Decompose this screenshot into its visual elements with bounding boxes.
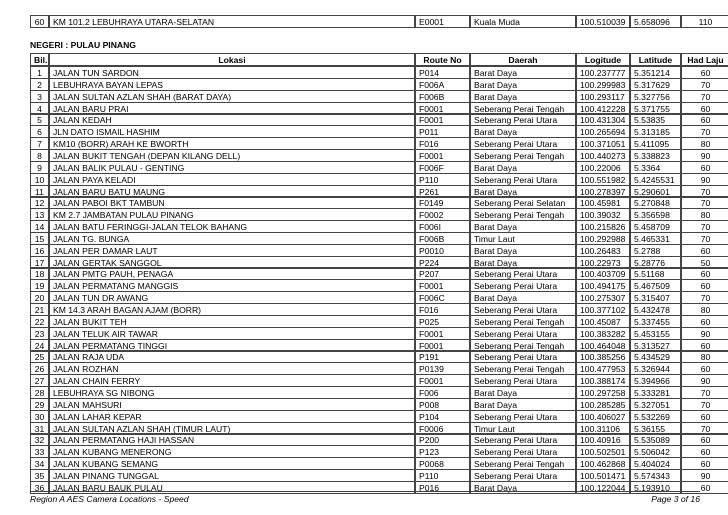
cell-district: Seberang Perai Utara (470, 113, 576, 126)
cell-latitude: 5.326944 (630, 362, 681, 375)
cell-location: JALAN RAJA UDA (49, 350, 415, 363)
cell-route: F006B (415, 232, 470, 245)
cell-no: 17 (30, 256, 49, 269)
cell-district: Seberang Perai Tengah (470, 339, 576, 352)
cell-location: JALAN KEDAH (49, 113, 415, 126)
cell-route: F0001 (415, 374, 470, 387)
cell-longitude: 100.278397 (576, 185, 630, 198)
cell-route: P0010 (415, 244, 470, 257)
cell-route: P207 (415, 267, 470, 280)
cell-speed: 70 (681, 196, 728, 209)
cell-longitude: 100.122044 (576, 481, 630, 494)
cell-latitude: 5.658096 (630, 15, 681, 28)
cell-latitude: 5.453155 (630, 327, 681, 340)
cell-latitude: 5.434529 (630, 350, 681, 363)
cell-location: JALAN TUN DR AWANG (49, 291, 415, 304)
cell-location: JALAN PMTG PAUH, PENAGA (49, 267, 415, 280)
header-district: Daerah (470, 53, 576, 66)
cell-district: Barat Daya (470, 185, 576, 198)
cell-latitude: 5.458709 (630, 220, 681, 233)
cell-latitude: 5.411095 (630, 137, 681, 150)
cell-no: 11 (30, 185, 49, 198)
cell-location: JALAN BATU FERINGGI-JALAN TELOK BAHANG (49, 220, 415, 233)
cell-speed: 60 (681, 244, 728, 257)
cell-location: JALAN BARU PRAI (49, 102, 415, 115)
cell-route: F006B (415, 90, 470, 103)
cell-longitude: 100.431304 (576, 113, 630, 126)
cell-longitude: 100.26483 (576, 244, 630, 257)
cell-longitude: 100.510039 (576, 15, 630, 28)
cell-district: Seberang Perai Selatan (470, 196, 576, 209)
cell-route: P025 (415, 315, 470, 328)
cell-route: F0149 (415, 196, 470, 209)
cell-speed: 60 (681, 410, 728, 423)
cell-location: JALAN PABOI BKT TAMBUN (49, 196, 415, 209)
cell-no: 7 (30, 137, 49, 150)
cell-latitude: 5.394966 (630, 374, 681, 387)
cell-location: JALAN PAYA KELADI (49, 173, 415, 186)
cell-district: Seberang Perai Utara (470, 433, 576, 446)
cell-district: Seberang Perai Utara (470, 350, 576, 363)
cell-speed: 60 (681, 315, 728, 328)
cell-location: JALAN KUBANG SEMANG (49, 457, 415, 470)
cell-longitude: 100.440273 (576, 149, 630, 162)
cell-no: 20 (30, 291, 49, 304)
cell-speed: 50 (681, 256, 728, 269)
cell-latitude: 5.574343 (630, 469, 681, 482)
cell-location: JALAN TG. BUNGA (49, 232, 415, 245)
cell-district: Timur Laut (470, 422, 576, 435)
cell-no: 2 (30, 78, 49, 91)
cell-location: JALAN SULTAN AZLAN SHAH (BARAT DAYA) (49, 90, 415, 103)
cell-route: F0001 (415, 339, 470, 352)
cell-latitude: 5.270848 (630, 196, 681, 209)
cell-location: JALAN PINANG TUNGGAL (49, 469, 415, 482)
cell-speed: 90 (681, 469, 728, 482)
cell-no: 30 (30, 410, 49, 423)
cell-no: 32 (30, 433, 49, 446)
cell-district: Seberang Perai Utara (470, 137, 576, 150)
cell-location: JALAN TELUK AIR TAWAR (49, 327, 415, 340)
cell-longitude: 100.464048 (576, 339, 630, 352)
cell-district: Barat Daya (470, 256, 576, 269)
cell-longitude: 100.494175 (576, 279, 630, 292)
header-no: Bil. (30, 53, 49, 66)
cell-route: F0001 (415, 102, 470, 115)
cell-district: Seberang Perai Tengah (470, 315, 576, 328)
cell-route: F0001 (415, 327, 470, 340)
cell-location: JALAN TUN SARDON (49, 66, 415, 79)
cell-location: JALAN BARU BAUK PULAU (49, 481, 415, 494)
cell-speed: 60 (681, 481, 728, 494)
cell-location: JALAN GERTAK SANGGOL (49, 256, 415, 269)
cell-no: 60 (30, 15, 49, 28)
cell-speed: 70 (681, 185, 728, 198)
cell-longitude: 100.299983 (576, 78, 630, 91)
cell-no: 13 (30, 208, 49, 221)
cell-district: Seberang Perai Tengah (470, 208, 576, 221)
cell-route: F0001 (415, 113, 470, 126)
footer-divider (30, 491, 700, 492)
cell-location: JALAN CHAIN FERRY (49, 374, 415, 387)
header-latitude: Latitude (630, 53, 681, 66)
cell-route: F0006 (415, 422, 470, 435)
cell-speed: 90 (681, 173, 728, 186)
state-heading: NEGERI : PULAU PINANG (30, 40, 136, 50)
cell-district: Seberang Perai Utara (470, 173, 576, 186)
cell-route: F006 (415, 386, 470, 399)
cell-longitude: 100.22973 (576, 256, 630, 269)
page-number: Page 3 of 16 (651, 494, 700, 504)
cell-no: 6 (30, 125, 49, 138)
cell-route: P016 (415, 481, 470, 494)
cell-speed: 70 (681, 90, 728, 103)
cell-route: F006I (415, 220, 470, 233)
cell-district: Seberang Perai Utara (470, 469, 576, 482)
cell-longitude: 100.501471 (576, 469, 630, 482)
cell-no: 27 (30, 374, 49, 387)
cell-no: 24 (30, 339, 49, 352)
cell-speed: 70 (681, 78, 728, 91)
cell-district: Barat Daya (470, 78, 576, 91)
cell-longitude: 100.215826 (576, 220, 630, 233)
cell-longitude: 100.377102 (576, 303, 630, 316)
cell-speed: 110 (681, 15, 728, 28)
cell-speed: 70 (681, 220, 728, 233)
cell-no: 18 (30, 267, 49, 280)
cell-district: Barat Daya (470, 125, 576, 138)
cell-longitude: 100.502501 (576, 445, 630, 458)
cell-district: Seberang Perai Tengah (470, 362, 576, 375)
cell-speed: 70 (681, 386, 728, 399)
cell-route: P200 (415, 433, 470, 446)
cell-route: P261 (415, 185, 470, 198)
cell-latitude: 5.351214 (630, 66, 681, 79)
cell-no: 33 (30, 445, 49, 458)
cell-route: E0001 (415, 15, 470, 28)
cell-route: P104 (415, 410, 470, 423)
cell-location: JALAN ROZHAN (49, 362, 415, 375)
cell-district: Kuala Muda (470, 15, 576, 28)
cell-speed: 60 (681, 161, 728, 174)
cell-location: LEBUHRAYA BAYAN LEPAS (49, 78, 415, 91)
cell-district: Barat Daya (470, 291, 576, 304)
cell-district: Seberang Perai Tengah (470, 457, 576, 470)
cell-latitude: 5.337455 (630, 315, 681, 328)
cell-speed: 60 (681, 433, 728, 446)
cell-longitude: 100.297258 (576, 386, 630, 399)
cell-district: Barat Daya (470, 90, 576, 103)
cell-speed: 60 (681, 102, 728, 115)
cell-no: 25 (30, 350, 49, 363)
cell-latitude: 5.404024 (630, 457, 681, 470)
cell-district: Seberang Perai Utara (470, 303, 576, 316)
cell-latitude: 5.371755 (630, 102, 681, 115)
cell-latitude: 5.432478 (630, 303, 681, 316)
cell-latitude: 5.53835 (630, 113, 681, 126)
cell-longitude: 100.406027 (576, 410, 630, 423)
cell-speed: 60 (681, 457, 728, 470)
cell-location: KM 2.7 JAMBATAN PULAU PINANG (49, 208, 415, 221)
cell-latitude: 5.3364 (630, 161, 681, 174)
cell-district: Seberang Perai Tengah (470, 149, 576, 162)
cell-no: 8 (30, 149, 49, 162)
cell-location: JALAN PERMATANG MANGGIS (49, 279, 415, 292)
cell-longitude: 100.237777 (576, 66, 630, 79)
header-speed: Had Laju (681, 53, 728, 66)
cell-speed: 60 (681, 445, 728, 458)
cell-district: Seberang Perai Utara (470, 374, 576, 387)
cell-latitude: 5.333281 (630, 386, 681, 399)
cell-district: Barat Daya (470, 220, 576, 233)
cell-speed: 70 (681, 232, 728, 245)
cell-location: LEBUHRAYA SG NIBONG (49, 386, 415, 399)
cell-district: Seberang Perai Utara (470, 445, 576, 458)
cell-longitude: 100.388174 (576, 374, 630, 387)
cell-longitude: 100.275307 (576, 291, 630, 304)
cell-latitude: 5.4245531 (630, 173, 681, 186)
cell-location: JALAN BUKIT TENGAH (DEPAN KILANG DELL) (49, 149, 415, 162)
cell-latitude: 5.313527 (630, 339, 681, 352)
cell-district: Seberang Perai Tengah (470, 102, 576, 115)
cell-latitude: 5.506042 (630, 445, 681, 458)
cell-no: 12 (30, 196, 49, 209)
cell-no: 29 (30, 398, 49, 411)
cell-latitude: 5.51168 (630, 267, 681, 280)
cell-district: Barat Daya (470, 244, 576, 257)
cell-route: F016 (415, 137, 470, 150)
cell-route: F0001 (415, 149, 470, 162)
cell-longitude: 100.292988 (576, 232, 630, 245)
cell-speed: 80 (681, 303, 728, 316)
cell-longitude: 100.45087 (576, 315, 630, 328)
cell-district: Timur Laut (470, 232, 576, 245)
cell-speed: 90 (681, 149, 728, 162)
cell-route: P224 (415, 256, 470, 269)
cell-location: JALAN SULTAN AZLAN SHAH (TIMUR LAUT) (49, 422, 415, 435)
cell-no: 23 (30, 327, 49, 340)
cell-no: 19 (30, 279, 49, 292)
cell-speed: 80 (681, 208, 728, 221)
cell-route: P014 (415, 66, 470, 79)
cell-no: 15 (30, 232, 49, 245)
cell-district: Seberang Perai Utara (470, 327, 576, 340)
footer-title: Region A AES Camera Locations - Speed (30, 494, 189, 504)
cell-route: P123 (415, 445, 470, 458)
cell-latitude: 5.2788 (630, 244, 681, 257)
cell-longitude: 100.403709 (576, 267, 630, 280)
cell-speed: 60 (681, 279, 728, 292)
cell-location: KM10 (BORR) ARAH KE BWORTH (49, 137, 415, 150)
cell-no: 4 (30, 102, 49, 115)
cell-no: 21 (30, 303, 49, 316)
cell-latitude: 5.356598 (630, 208, 681, 221)
cell-latitude: 5.193910 (630, 481, 681, 494)
cell-longitude: 100.462868 (576, 457, 630, 470)
cell-no: 31 (30, 422, 49, 435)
cell-route: P110 (415, 469, 470, 482)
cell-route: F006C (415, 291, 470, 304)
cell-longitude: 100.285285 (576, 398, 630, 411)
cell-no: 26 (30, 362, 49, 375)
cell-speed: 60 (681, 267, 728, 280)
cell-no: 22 (30, 315, 49, 328)
cell-route: P110 (415, 173, 470, 186)
cell-no: 35 (30, 469, 49, 482)
cell-longitude: 100.477953 (576, 362, 630, 375)
cell-route: F006A (415, 78, 470, 91)
cell-district: Barat Daya (470, 386, 576, 399)
cell-speed: 60 (681, 339, 728, 352)
cell-longitude: 100.31106 (576, 422, 630, 435)
cell-location: JALAN BUKIT TEH (49, 315, 415, 328)
cell-latitude: 5.327756 (630, 90, 681, 103)
cell-location: KM 101.2 LEBUHRAYA UTARA-SELATAN (49, 15, 415, 28)
cell-route: P011 (415, 125, 470, 138)
cell-latitude: 5.338823 (630, 149, 681, 162)
cell-latitude: 5.535089 (630, 433, 681, 446)
cell-latitude: 5.327051 (630, 398, 681, 411)
cell-longitude: 100.22006 (576, 161, 630, 174)
cell-no: 9 (30, 161, 49, 174)
cell-latitude: 5.317629 (630, 78, 681, 91)
cell-speed: 60 (681, 66, 728, 79)
cell-route: P008 (415, 398, 470, 411)
cell-no: 5 (30, 113, 49, 126)
cell-latitude: 5.28776 (630, 256, 681, 269)
cell-route: P0068 (415, 457, 470, 470)
cell-location: JALAN MAHSURI (49, 398, 415, 411)
cell-speed: 90 (681, 374, 728, 387)
cell-speed: 60 (681, 113, 728, 126)
cell-speed: 70 (681, 422, 728, 435)
cell-longitude: 100.551982 (576, 173, 630, 186)
cell-no: 34 (30, 457, 49, 470)
cell-location: JALAN PER DAMAR LAUT (49, 244, 415, 257)
cell-longitude: 100.39032 (576, 208, 630, 221)
cell-speed: 70 (681, 125, 728, 138)
cell-location: JALAN BARU BATU MAUNG (49, 185, 415, 198)
cell-no: 3 (30, 90, 49, 103)
cell-latitude: 5.36155 (630, 422, 681, 435)
cell-district: Barat Daya (470, 161, 576, 174)
cell-latitude: 5.465331 (630, 232, 681, 245)
cell-speed: 90 (681, 327, 728, 340)
cell-speed: 80 (681, 137, 728, 150)
cell-location: JALAN PERMATANG TINGGI (49, 339, 415, 352)
cell-no: 36 (30, 481, 49, 494)
cell-speed: 70 (681, 398, 728, 411)
cell-longitude: 100.40916 (576, 433, 630, 446)
cell-longitude: 100.371051 (576, 137, 630, 150)
cell-location: JALAN BALIK PULAU - GENTING (49, 161, 415, 174)
cell-speed: 60 (681, 362, 728, 375)
cell-district: Seberang Perai Utara (470, 279, 576, 292)
cell-route: P0139 (415, 362, 470, 375)
cell-speed: 70 (681, 291, 728, 304)
cell-no: 10 (30, 173, 49, 186)
cell-location: JALAN KUBANG MENERONG (49, 445, 415, 458)
cell-latitude: 5.467509 (630, 279, 681, 292)
header-longitude: Logitude (576, 53, 630, 66)
cell-latitude: 5.532269 (630, 410, 681, 423)
table-header (30, 53, 724, 66)
cell-longitude: 100.412228 (576, 102, 630, 115)
cell-location: JLN DATO ISMAIL HASHIM (49, 125, 415, 138)
cell-district: Barat Daya (470, 66, 576, 79)
cell-speed: 80 (681, 350, 728, 363)
cell-route: F016 (415, 303, 470, 316)
cell-location: JALAN PERMATANG HAJI HASSAN (49, 433, 415, 446)
cell-no: 1 (30, 66, 49, 79)
cell-longitude: 100.265694 (576, 125, 630, 138)
cell-latitude: 5.290601 (630, 185, 681, 198)
cell-district: Barat Daya (470, 481, 576, 494)
cell-longitude: 100.385256 (576, 350, 630, 363)
cell-location: JALAN LAHAR KEPAR (49, 410, 415, 423)
cell-route: F006F (415, 161, 470, 174)
header-location: Lokasi (49, 53, 415, 66)
cell-location: KM 14.3 ARAH BAGAN AJAM (BORR) (49, 303, 415, 316)
header-route: Route No (415, 53, 470, 66)
cell-route: F0001 (415, 279, 470, 292)
cell-longitude: 100.293117 (576, 90, 630, 103)
cell-district: Barat Daya (470, 398, 576, 411)
cell-no: 16 (30, 244, 49, 257)
cell-district: Seberang Perai Utara (470, 410, 576, 423)
cell-no: 14 (30, 220, 49, 233)
cell-route: P191 (415, 350, 470, 363)
cell-longitude: 100.45981 (576, 196, 630, 209)
cell-district: Seberang Perai Utara (470, 267, 576, 280)
cell-route: F0002 (415, 208, 470, 221)
cell-latitude: 5.315407 (630, 291, 681, 304)
cell-latitude: 5.313185 (630, 125, 681, 138)
cell-no: 28 (30, 386, 49, 399)
cell-longitude: 100.383282 (576, 327, 630, 340)
table-row (30, 15, 713, 28)
